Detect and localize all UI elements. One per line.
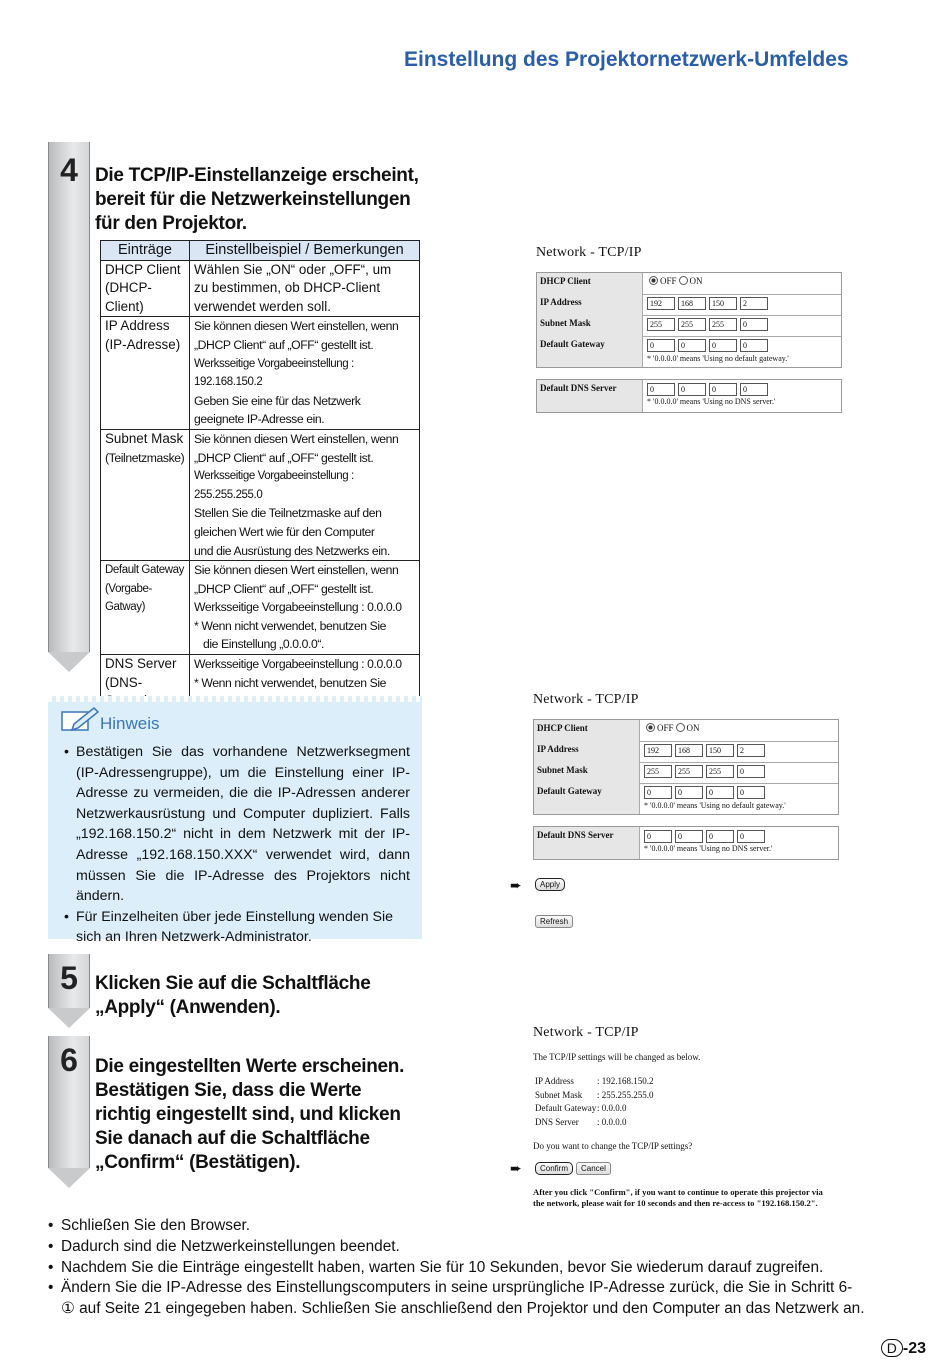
table-header-entries: Einträge: [101, 241, 190, 261]
step-6-number: 6: [60, 1042, 78, 1078]
step-5-heading: Klicken Sie auf die Schaltfläche „Apply“ (Anwenden).: [95, 973, 371, 1018]
table-row: Subnet Mask (Teilnetzmaske) Sie können diesen Wert einstellen, wenn „DHCP Client“ auf „OFF“ gestellt ist. Werksseitige Vorgabeeinstellung : 255.255.255.0 Stellen Sie die Teilnetzmaske auf den gleichen Wert wie für den Computer und die Ausrüstung des Netzwerks ein.: [101, 429, 420, 560]
list-item: • Ändern Sie die IP-Adresse des Einstellungscomputers in seine ursprüngliche IP-Adresse zurück, die Sie in Schritt 6-: [48, 1278, 898, 1299]
ip-field[interactable]: 2: [740, 297, 768, 310]
subnet-field[interactable]: 255: [709, 318, 737, 331]
dns-field[interactable]: 0: [678, 383, 706, 396]
ip-label: IP Address: [537, 294, 643, 315]
gateway-field[interactable]: 0: [647, 339, 675, 352]
gateway-label: Default Gateway: [537, 336, 643, 367]
subnet-field[interactable]: 255: [678, 318, 706, 331]
step-6-heading: Die eingestellten Werte erscheinen. Bestätigen Sie, dass die Werte richtig eingestellt sind, und klicken Sie danach auf die Schaltfläche „Confirm“ (Bestätigen).: [95, 1056, 405, 1173]
gateway-field[interactable]: 0: [709, 339, 737, 352]
dns-field[interactable]: 0: [647, 383, 675, 396]
subnet-field[interactable]: 255: [675, 765, 703, 778]
dns-field[interactable]: 0: [675, 830, 703, 843]
gateway-field[interactable]: 0: [644, 786, 672, 799]
table-row: DHCP Client (DHCP- Client) Wählen Sie „ON“ oder „OFF“, um zu bestimmen, ob DHCP-Client verwendet werden soll.: [101, 260, 420, 317]
gateway-field[interactable]: 0: [740, 339, 768, 352]
step-4-tab: [48, 142, 90, 652]
step-4-heading: Die TCP/IP-Einstellanzeige erscheint, bereit für die Netzwerkeinstellungen für den Projektor.: [95, 165, 419, 234]
gateway-field[interactable]: 0: [678, 339, 706, 352]
dns-field[interactable]: 0: [706, 830, 734, 843]
tcpip-settings-box: DHCP Client OFF ON IP Address 192 168 150 2 Subnet Mask 255 255 255 0 Default Gateway 0 0 0 0 * '0.0.0.0' means 'Using no default gateway.': [536, 272, 842, 368]
confirm-button[interactable]: Confirm: [535, 1162, 573, 1175]
dns-settings-box: Default DNS Server 0 0 0 0 * '0.0.0.0' means 'Using no DNS server.': [536, 379, 842, 413]
ip-field[interactable]: 150: [709, 297, 737, 310]
subnet-label: Subnet Mask: [537, 315, 643, 336]
step-6-tab: [48, 1036, 90, 1168]
apply-button[interactable]: Apply: [535, 878, 565, 891]
dns-settings-box: Default DNS Server 0 0 0 0 * '0.0.0.0' means 'Using no DNS server.': [533, 826, 839, 860]
step-5-number: 5: [60, 960, 78, 996]
settings-summary: IP Address : 192.168.150.2 Subnet Mask : 255.255.255.0 Default Gateway: 0.0.0.0 DNS Server : 0.0.0.0: [535, 1076, 654, 1127]
pointer-arrow-icon: ➨: [510, 879, 522, 894]
dns-field[interactable]: 0: [737, 830, 765, 843]
table-row: IP Address (IP-Adresse) Sie können diesen Wert einstellen, wenn „DHCP Client“ auf „OFF“ gestellt ist. Werksseitige Vorgabeeinstellung : 192.168.150.2 Geben Sie eine für das Netzwerk geeignete IP-Adresse ein.: [101, 317, 420, 430]
page-header-title: Einstellung des Projektornetzwerk-Umfeldes: [404, 48, 849, 71]
gateway-field[interactable]: 0: [737, 786, 765, 799]
list-item: • Schließen Sie den Browser.: [48, 1216, 898, 1237]
ip-field[interactable]: 192: [644, 744, 672, 757]
dns-field[interactable]: 0: [740, 383, 768, 396]
ip-field[interactable]: 150: [706, 744, 734, 757]
gateway-field[interactable]: 0: [675, 786, 703, 799]
ip-field[interactable]: 192: [647, 297, 675, 310]
tcpip-settings-box: DHCP Client OFF ON IP Address 192 168 150 2 Subnet Mask 255 255 255 0 Default Gateway 0 0 0 0 * '0.0.0.0' means 'Using no default gateway.': [533, 719, 839, 815]
gateway-field[interactable]: 0: [706, 786, 734, 799]
dhcp-label: DHCP Client: [537, 273, 643, 294]
dhcp-off-radio[interactable]: [649, 276, 658, 285]
list-item: • Nachdem Sie die Einträge eingestellt haben, warten Sie für 10 Sekunden, bevor Sie wiederum darauf zugreifen.: [48, 1258, 898, 1279]
ip-field[interactable]: 168: [678, 297, 706, 310]
web-screenshot-1: [536, 245, 846, 415]
confirm-question: Do you want to change the TCP/IP settings?: [533, 1141, 693, 1151]
note-list: [62, 742, 410, 948]
after-confirm-note: After you click "Confirm", if you want to continue to operate this projector via the network, please wait for 10 seconds and then re-access to "192.168.150.2".: [533, 1187, 823, 1208]
step-4-number: 4: [60, 152, 78, 188]
cancel-button[interactable]: Cancel: [576, 1162, 611, 1175]
web-title: Network - TCP/IP: [536, 245, 642, 260]
pencil-icon: [60, 706, 100, 732]
subnet-field[interactable]: 0: [740, 318, 768, 331]
dns-field[interactable]: 0: [644, 830, 672, 843]
web-title: Network - TCP/IP: [533, 692, 639, 707]
closing-bullets: [48, 1216, 898, 1320]
ip-field[interactable]: 2: [737, 744, 765, 757]
web-screenshot-2: [510, 692, 850, 938]
dns-field[interactable]: 0: [709, 383, 737, 396]
dhcp-on-radio[interactable]: [676, 723, 685, 732]
dhcp-on-radio[interactable]: [679, 276, 688, 285]
page-letter: D: [881, 1339, 903, 1357]
note-box: [48, 696, 422, 946]
list-item: • Dadurch sind die Netzwerkeinstellungen beendet.: [48, 1237, 898, 1258]
subnet-field[interactable]: 255: [644, 765, 672, 778]
pointer-arrow-icon: ➨: [510, 1162, 522, 1177]
settings-table: [100, 240, 420, 712]
table-row: DNS Server (DNS- Werksseitige Vorgabeeinstellung : 0.0.0.0 * Wenn nicht verwendet, benutzen Sie: [101, 655, 420, 712]
refresh-button[interactable]: Refresh: [535, 915, 573, 928]
step-5-tab: [48, 954, 90, 1008]
subnet-field[interactable]: 0: [737, 765, 765, 778]
note-dotted-border: [48, 696, 422, 702]
page-number: D -23: [881, 1339, 926, 1358]
table-row: Default Gateway (Vorgabe-Gatway) Sie können diesen Wert einstellen, wenn „DHCP Client“ auf „OFF“ gestellt ist. Werksseitige Vorgabeeinstellung : 0.0.0.0 * Wenn nicht verwendet, benutzen Sie die Einstellung „0.0.0.0“.: [101, 561, 420, 655]
note-title: Hinweis: [100, 714, 160, 733]
table-header-examples: Einstellbeispiel / Bemerkungen: [190, 241, 420, 261]
note-item: • Für Einzelheiten über jede Einstellung wenden Sie sich an Ihren Netzwerk-Administrator.: [62, 907, 410, 948]
list-item-continuation: ① auf Seite 21 eingegeben haben. Schließen Sie anschließend den Projektor und den Computer an das Netzwerk an.: [61, 1300, 865, 1318]
subnet-field[interactable]: 255: [647, 318, 675, 331]
dhcp-off-radio[interactable]: [646, 723, 655, 732]
ip-field[interactable]: 168: [675, 744, 703, 757]
confirm-intro: The TCP/IP settings will be changed as below.: [533, 1052, 701, 1062]
note-item: • Bestätigen Sie das vorhandene Netzwerksegment (IP-Adressengruppe), um die Einstellung einer IP-Adresse zu vermeiden, die die IP-Adressen anderer Netzwerkausrüstung und Computer dupliziert. Falls „192.168.150.2“ nicht in dem Netzwerk mit der IP-Adresse „192.168.150.XXX“ verwendet wird, dann müssen Sie die IP-Adresse des Projektors nicht ändern.: [62, 742, 410, 907]
web-screenshot-3: Network - TCP/IP The TCP/IP settings will be changed as below. IP Address : 192.168.150.2 Subnet Mask : 255.255.255.0 Default Gateway: 0.0.0.0 DNS Server : 0.0.0.0 Do you want to change the TCP/IP settings? ➨ Confirm Cancel After you click "Confirm", if you want to continue to operate this projector via the network, please wait for 10 seconds and then re-access to "192.168.150.2".: [510, 1025, 823, 1208]
dns-label: Default DNS Server: [537, 380, 643, 412]
subnet-field[interactable]: 255: [706, 765, 734, 778]
